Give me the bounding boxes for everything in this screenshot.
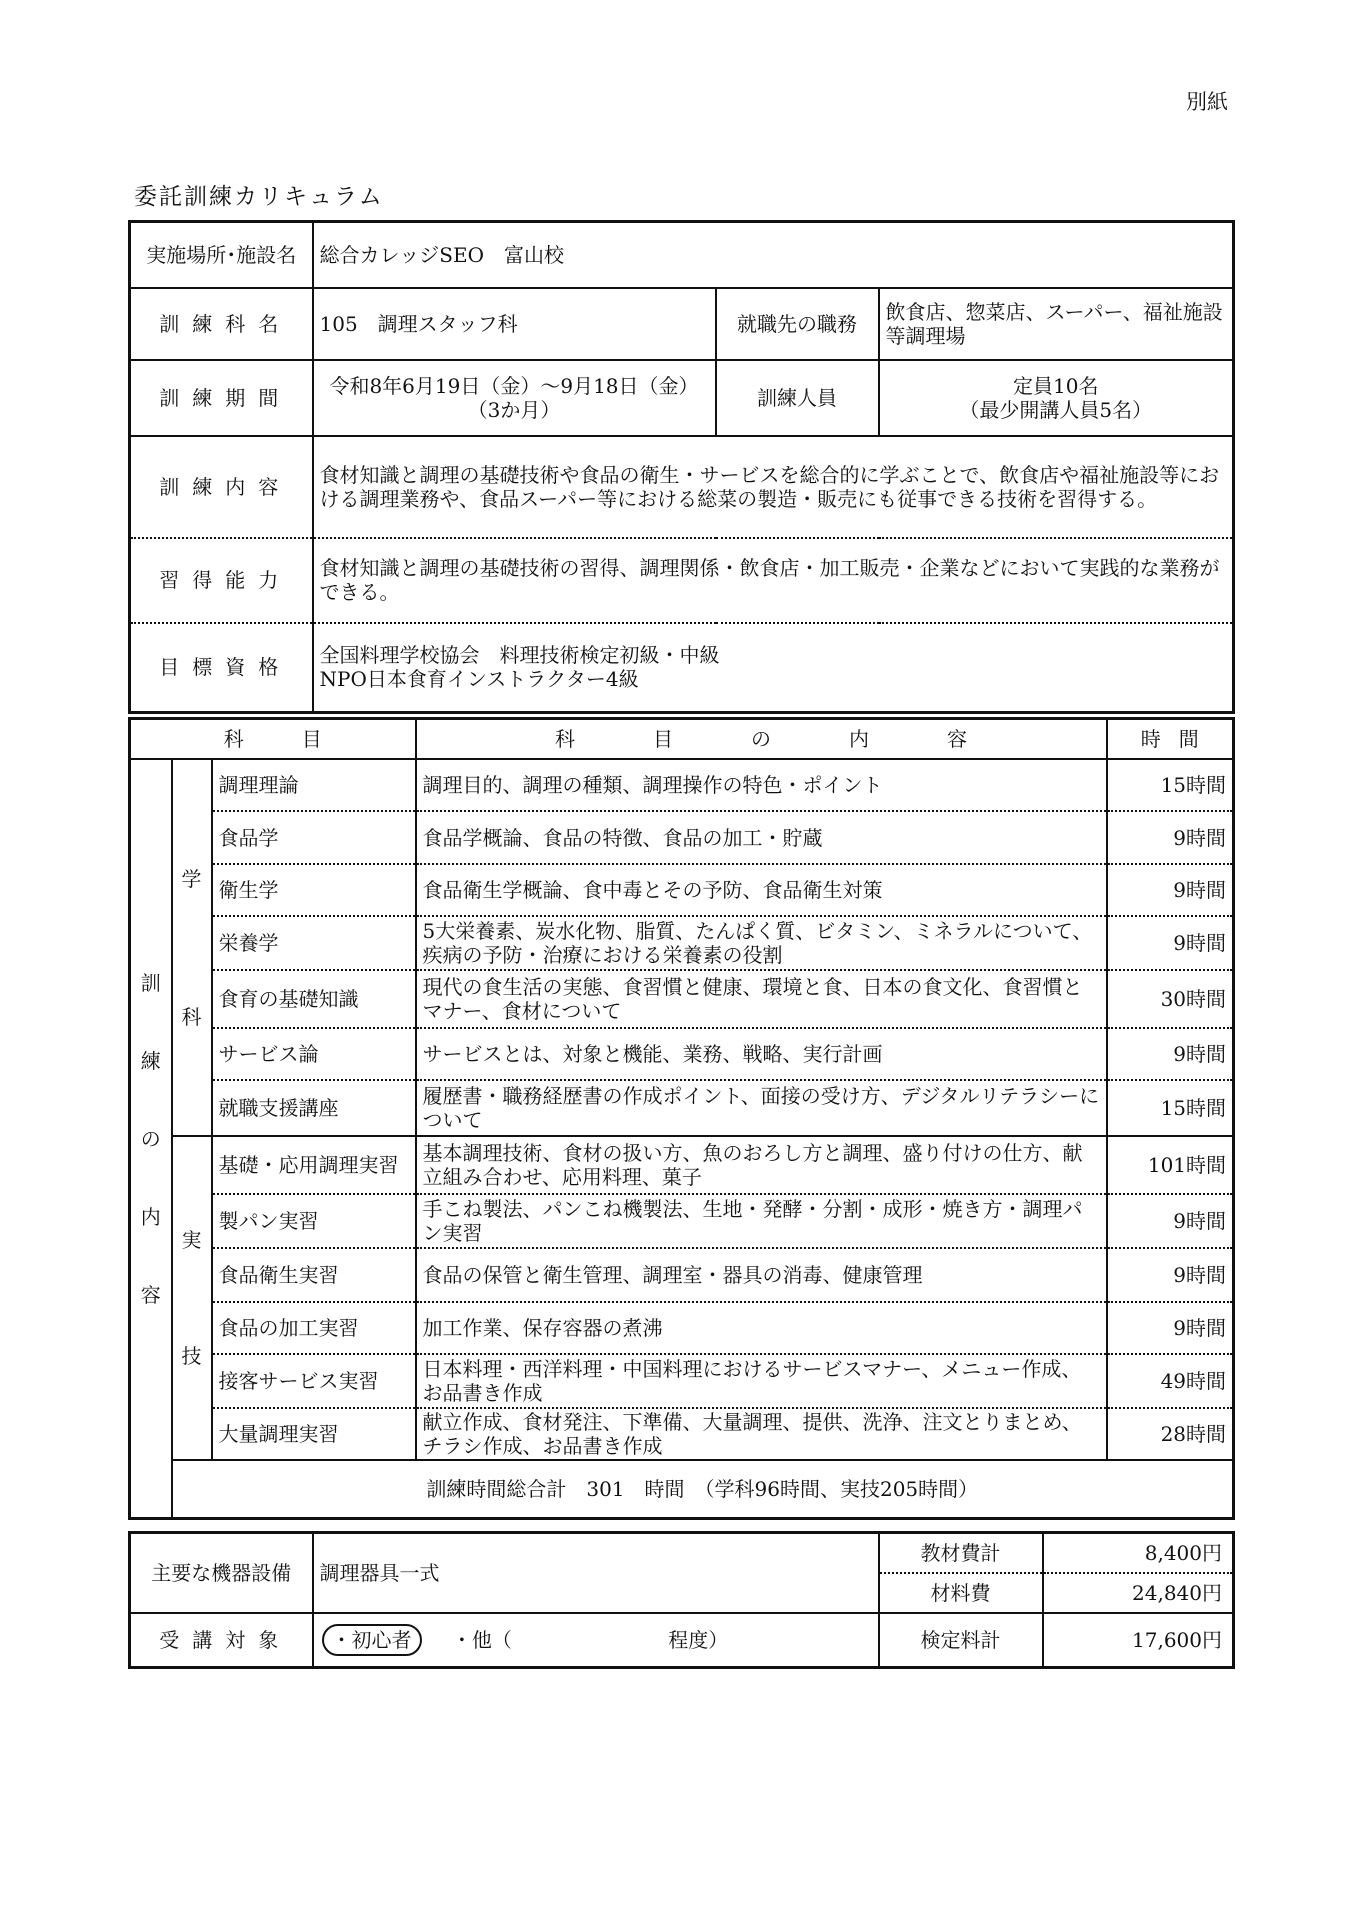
ability-label: 習得能力 <box>130 538 313 623</box>
capacity-min: （最少開講人員5名） <box>959 397 1153 422</box>
hours-column-header <box>1107 719 1234 760</box>
hours-cell: 30時間 <box>1107 970 1234 1028</box>
capacity-max: 定員10名 <box>1013 373 1099 398</box>
total-hours: 訓練時間総合計 301 時間 （学科96時間、実技205時間） <box>172 1460 1234 1519</box>
subject-cell: 食育の基礎知識 <box>212 970 416 1028</box>
materials-fee-label: 教材費計 <box>879 1533 1043 1574</box>
target-beginner-circled: ・初心者 <box>322 1624 422 1656</box>
practical-label-char: 技 <box>181 1344 202 1368</box>
content-cell: 履歴書・職務経歴書の作成ポイント、面接の受け方、デジタルリテラシーについて <box>416 1080 1107 1136</box>
subject-cell: 食品の加工実習 <box>212 1302 416 1354</box>
content-cell: 調理目的、調理の種類、調理操作の特色・ポイント <box>416 759 1107 811</box>
venue-value: 総合カレッジSEO 富山校 <box>313 222 1234 288</box>
venue-label: 実施場所･施設名 <box>130 222 313 288</box>
course-overview-table <box>128 220 1235 714</box>
course-label: 訓練科名 <box>130 288 313 360</box>
equipment-label: 主要な機器設備 <box>130 1533 313 1614</box>
period-duration: （3か月） <box>467 397 561 422</box>
hours-cell: 28時間 <box>1107 1408 1234 1460</box>
content-cell: 献立作成、食材発注、下準備、大量調理、提供、洗浄、注文とりまとめ、チラシ作成、お品書き作成 <box>416 1408 1107 1460</box>
job-value: 飲食店、惣菜店、スーパー、福祉施設等調理場 <box>879 288 1234 360</box>
capacity-label: 訓練人員 <box>716 360 879 436</box>
content-value: 食材知識と調理の基礎技術や食品の衛生・サービスを総合的に学ぶことで、飲食店や福祉施設等における調理業務や、食品スーパー等における総菜の製造・販売にも従事できる技術を習得する。 <box>313 436 1234 538</box>
target-level: 程度） <box>668 1627 729 1652</box>
outer-label-char: 練 <box>140 1048 161 1073</box>
subject-cell: 就職支援講座 <box>212 1080 416 1136</box>
fees-table <box>128 1531 1235 1669</box>
subject-column-header <box>130 719 416 760</box>
hours-cell: 9時間 <box>1107 1028 1234 1080</box>
ability-value: 食材知識と調理の基礎技術の習得、調理関係・飲食店・加工販売・企業などにおいて実践的な業務ができる。 <box>313 538 1234 623</box>
content-cell: 食品の保管と衛生管理、調理室・器具の消毒、健康管理 <box>416 1248 1107 1302</box>
lecture-label <box>172 759 212 1136</box>
subject-cell: サービス論 <box>212 1028 416 1080</box>
hours-cell: 9時間 <box>1107 864 1234 916</box>
subject-cell: 栄養学 <box>212 916 416 970</box>
ingredients-fee-label: 材料費 <box>879 1573 1043 1613</box>
lecture-label-char: 科 <box>181 1004 202 1029</box>
subject-cell: 接客サービス実習 <box>212 1354 416 1408</box>
goal-qualification-2: NPO日本食育インストラクター4級 <box>319 667 639 692</box>
goal-value <box>313 623 1234 713</box>
hours-cell: 49時間 <box>1107 1354 1234 1408</box>
content-cell: 日本料理・西洋料理・中国料理におけるサービスマナー、メニュー作成、お品書き作成 <box>416 1354 1107 1408</box>
target-value <box>313 1613 879 1667</box>
period-dates: 令和8年6月19日（金）～9月18日（金） <box>329 373 699 398</box>
content-cell: 加工作業、保存容器の煮沸 <box>416 1302 1107 1354</box>
target-label: 受講対象 <box>130 1613 313 1667</box>
outer-label-char: 内 <box>140 1204 161 1229</box>
attachment-label: 別紙 <box>1186 90 1228 114</box>
subject-cell: 調理理論 <box>212 759 416 811</box>
hours-cell: 9時間 <box>1107 1302 1234 1354</box>
outer-label-char: 訓 <box>140 970 161 995</box>
hours-cell: 9時間 <box>1107 916 1234 970</box>
exam-fee-value: 17,600円 <box>1043 1613 1234 1667</box>
subject-cell: 衛生学 <box>212 864 416 916</box>
ingredients-fee-value: 24,840円 <box>1043 1573 1234 1613</box>
content-cell: 食品衛生学概論、食中毒とその予防、食品衛生対策 <box>416 864 1107 916</box>
training-content-label <box>130 759 172 1519</box>
content-label: 訓練内容 <box>130 436 313 538</box>
content-cell: 食品学概論、食品の特徴、食品の加工・貯蔵 <box>416 811 1107 864</box>
subject-cell: 食品学 <box>212 811 416 864</box>
course-value: 105 調理スタッフ科 <box>313 288 716 360</box>
content-cell: サービスとは、対象と機能、業務、戦略、実行計画 <box>416 1028 1107 1080</box>
hours-cell: 9時間 <box>1107 811 1234 864</box>
equipment-value: 調理器具一式 <box>313 1533 879 1614</box>
hours-cell: 15時間 <box>1107 759 1234 811</box>
goal-label: 目標資格 <box>130 623 313 713</box>
document-title: 委託訓練カリキュラム <box>134 184 384 210</box>
period-value <box>313 360 716 436</box>
outer-label-char: の <box>140 1126 161 1151</box>
content-header-text: 科目の内容 <box>555 727 1046 751</box>
subject-header-text: 科目 <box>223 727 380 751</box>
hours-header-text: 時間 <box>1140 727 1217 751</box>
job-label: 就職先の職務 <box>716 288 879 360</box>
goal-qualification-1: 全国料理学校協会 料理技術検定初級・中級 <box>319 643 720 668</box>
capacity-value <box>879 360 1234 436</box>
hours-cell: 9時間 <box>1107 1248 1234 1302</box>
outer-label-char: 容 <box>140 1282 161 1307</box>
subject-cell: 基礎・応用調理実習 <box>212 1136 416 1194</box>
subject-cell: 食品衛生実習 <box>212 1248 416 1302</box>
content-cell: 5大栄養素、炭水化物、脂質、たんぱく質、ビタミン、ミネラルについて、疾病の予防・治療における栄養素の役割 <box>416 916 1107 970</box>
subject-cell: 製パン実習 <box>212 1194 416 1248</box>
hours-cell: 101時間 <box>1107 1136 1234 1194</box>
materials-fee-value: 8,400円 <box>1043 1533 1234 1574</box>
content-cell: 現代の食生活の実態、食習慣と健康、環境と食、日本の食文化、食習慣とマナー、食材について <box>416 970 1107 1028</box>
content-column-header <box>416 719 1107 760</box>
curriculum-table <box>128 717 1235 1520</box>
exam-fee-label: 検定料計 <box>879 1613 1043 1667</box>
content-cell: 基本調理技術、食材の扱い方、魚のおろし方と調理、盛り付けの仕方、献立組み合わせ、応用料理、菓子 <box>416 1136 1107 1194</box>
hours-cell: 15時間 <box>1107 1080 1234 1136</box>
content-cell: 手こね製法、パンこね機製法、生地・発酵・分割・成形・焼き方・調理パン実習 <box>416 1194 1107 1248</box>
target-other: ・他（ <box>451 1627 512 1652</box>
hours-cell: 9時間 <box>1107 1194 1234 1248</box>
lecture-label-char: 学 <box>181 866 202 891</box>
practical-label <box>172 1136 212 1460</box>
subject-cell: 大量調理実習 <box>212 1408 416 1460</box>
period-label: 訓練期間 <box>130 360 313 436</box>
practical-label-char: 実 <box>181 1228 202 1252</box>
